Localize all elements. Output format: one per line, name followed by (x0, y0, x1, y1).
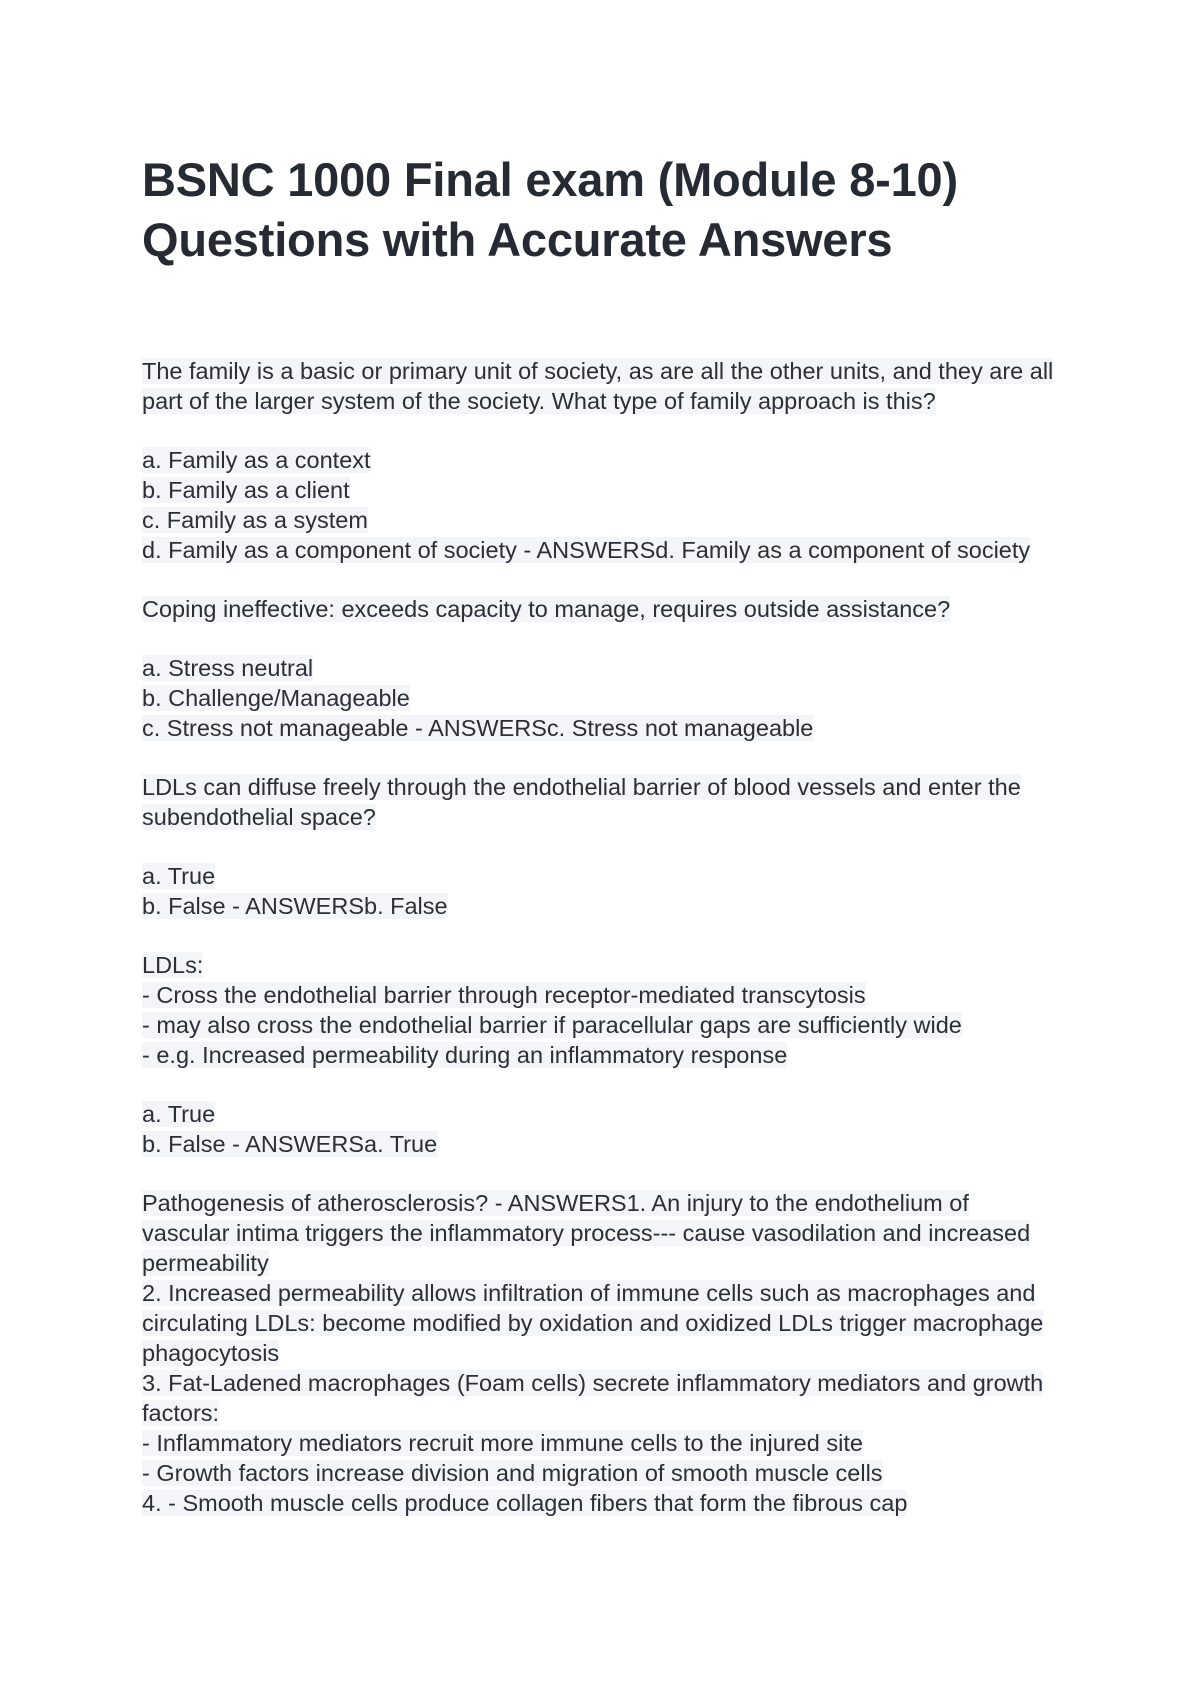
text-line-row (142, 505, 1072, 535)
text-line: b. False - ANSWERSb. False (142, 893, 448, 919)
text-line: 4. - Smooth muscle cells produce collagen fibers that form the fibrous cap (142, 1490, 908, 1516)
text-block (142, 594, 1072, 624)
text-line: a. Family as a context (142, 447, 371, 473)
text-line-row (142, 1428, 1072, 1458)
text-line-row (142, 1188, 1072, 1218)
text-line-row (142, 950, 1072, 980)
text-line-row (142, 861, 1072, 891)
text-line-row (142, 683, 1072, 713)
text-block (142, 356, 1072, 416)
text-line: - may also cross the endothelial barrier if paracellular gaps are sufficiently wide (142, 1012, 962, 1038)
text-line-row (142, 713, 1072, 743)
document-page (142, 150, 1072, 1547)
text-line: Coping ineffective: exceeds capacity to manage, requires outside assistance? (142, 596, 951, 622)
title-line: BSNC 1000 Final exam (Module 8-10) (142, 153, 958, 206)
text-block (142, 950, 1072, 1070)
text-line: 2. Increased permeability allows infiltration of immune cells such as macrophages and (142, 1280, 1036, 1306)
text-line-row (142, 356, 1072, 386)
text-line-row (142, 1278, 1072, 1308)
text-line: permeability (142, 1250, 269, 1276)
text-line: b. Family as a client (142, 477, 350, 503)
text-line: LDLs: (142, 952, 204, 978)
text-line: The family is a basic or primary unit of society, as are all the other units, and they are all (142, 358, 1054, 384)
text-block (142, 445, 1072, 565)
document-body (142, 356, 1072, 1518)
text-line-row (142, 1368, 1072, 1398)
text-line-row (142, 1129, 1072, 1159)
text-block (142, 772, 1072, 832)
text-line: d. Family as a component of society - ANSWERSd. Family as a component of society (142, 537, 1031, 563)
text-line-row (142, 1338, 1072, 1368)
text-line: part of the larger system of the society. What type of family approach is this? (142, 388, 936, 414)
text-line-row (142, 980, 1072, 1010)
text-line-row (142, 1218, 1072, 1248)
text-line: phagocytosis (142, 1340, 280, 1366)
text-line: - Growth factors increase division and migration of smooth muscle cells (142, 1460, 883, 1486)
text-line: Pathogenesis of atherosclerosis? - ANSWERS1. An injury to the endothelium of (142, 1190, 969, 1216)
text-line-row (142, 1398, 1072, 1428)
text-line: - e.g. Increased permeability during an inflammatory response (142, 1042, 788, 1068)
text-line-row (142, 594, 1072, 624)
text-line: c. Stress not manageable - ANSWERSc. Stress not manageable (142, 715, 814, 741)
text-line: - Cross the endothelial barrier through receptor-mediated transcytosis (142, 982, 866, 1008)
text-line: circulating LDLs: become modified by oxidation and oxidized LDLs trigger macrophage (142, 1310, 1044, 1336)
text-line-row (142, 1308, 1072, 1338)
text-line: LDLs can diffuse freely through the endothelial barrier of blood vessels and enter the (142, 774, 1021, 800)
text-line-row (142, 653, 1072, 683)
text-block (142, 653, 1072, 743)
text-line: vascular intima triggers the inflammatory process--- cause vasodilation and increased (142, 1220, 1031, 1246)
text-line-row (142, 1458, 1072, 1488)
text-line: a. Stress neutral (142, 655, 314, 681)
text-line-row (142, 1099, 1072, 1129)
text-block (142, 1099, 1072, 1159)
text-line-row (142, 1488, 1072, 1518)
text-line-row (142, 1248, 1072, 1278)
text-line: factors: (142, 1400, 220, 1426)
text-line-row (142, 535, 1072, 565)
text-line-row (142, 475, 1072, 505)
text-line: subendothelial space? (142, 804, 376, 830)
text-line-row (142, 891, 1072, 921)
text-line: b. Challenge/Manageable (142, 685, 410, 711)
text-line: - Inflammatory mediators recruit more immune cells to the injured site (142, 1430, 863, 1456)
text-line: c. Family as a system (142, 507, 368, 533)
text-line-row (142, 772, 1072, 802)
text-line: b. False - ANSWERSa. True (142, 1131, 438, 1157)
document-title (142, 150, 1072, 270)
text-line: a. True (142, 1101, 216, 1127)
text-line: a. True (142, 863, 216, 889)
text-line-row (142, 1010, 1072, 1040)
text-line: 3. Fat-Ladened macrophages (Foam cells) secrete inflammatory mediators and growth (142, 1370, 1044, 1396)
text-block (142, 861, 1072, 921)
title-line: Questions with Accurate Answers (142, 213, 893, 266)
text-line-row (142, 1040, 1072, 1070)
text-line-row (142, 386, 1072, 416)
text-block (142, 1188, 1072, 1518)
text-line-row (142, 445, 1072, 475)
text-line-row (142, 802, 1072, 832)
